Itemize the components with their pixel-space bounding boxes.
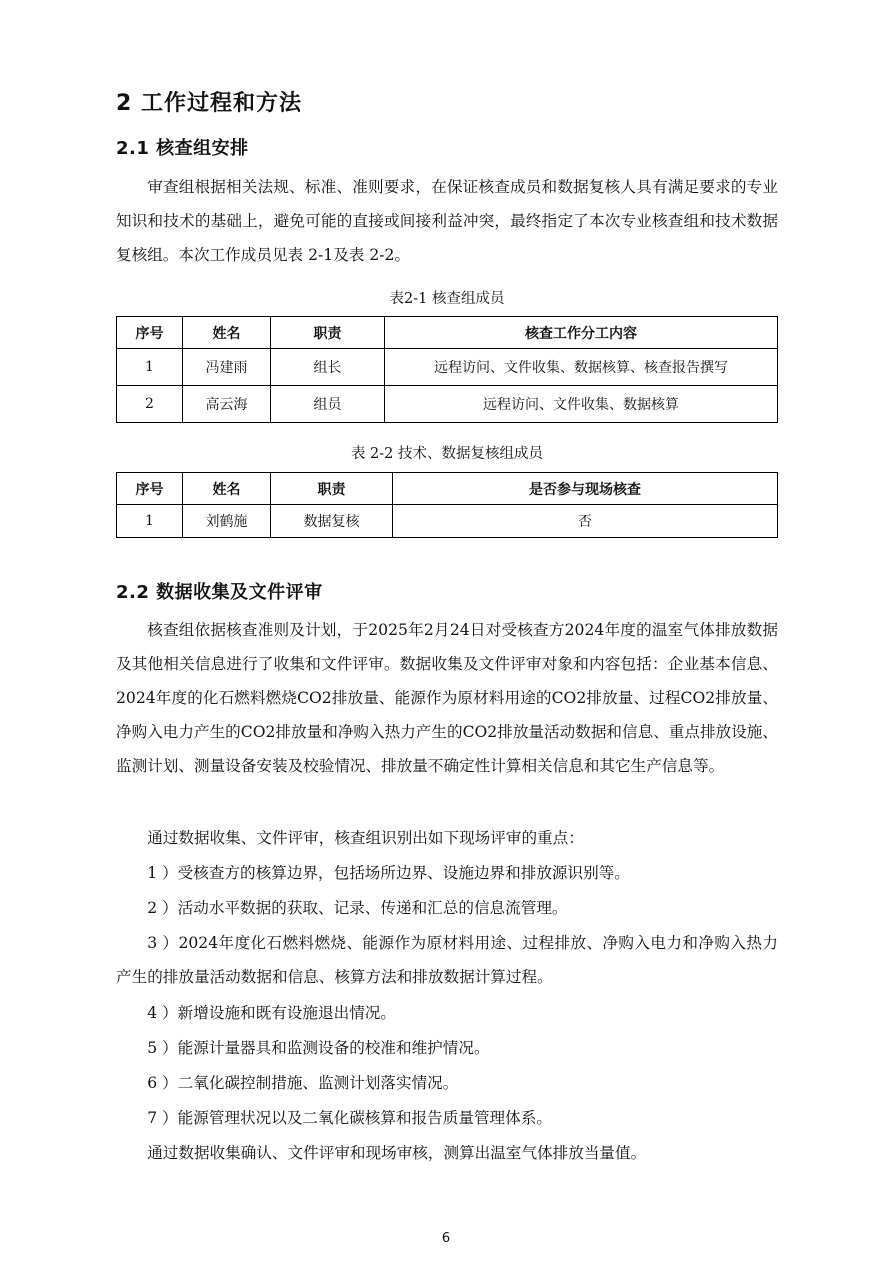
section-2-2-intro: 通过数据收集、文件评审，核查组识别出如下现场评审的重点： <box>147 829 584 847</box>
table-header-row <box>117 317 778 349</box>
table-row <box>117 386 778 423</box>
cell-index: 1 <box>117 349 183 386</box>
section-2-1-heading: 2.1 核查组安排 <box>116 138 249 159</box>
list-item: 6 ）二氧化碳控制措施、监测计划落实情况。 <box>147 1074 459 1092</box>
cell-index: 1 <box>117 505 183 538</box>
header-index: 序号 <box>117 473 183 505</box>
header-onsite: 是否参与现场核查 <box>393 473 778 505</box>
table-row <box>117 349 778 386</box>
chapter-heading: 2 工作过程和方法 <box>116 91 302 116</box>
table-header-row <box>117 473 778 505</box>
list-item: 7 ）能源管理状况以及二氧化碳核算和报告质量管理体系。 <box>147 1109 552 1127</box>
header-role: 职责 <box>271 317 385 349</box>
header-index: 序号 <box>117 317 183 349</box>
section-2-2-paragraph: 核查组依据核查准则及计划，于2025年2月24日对受核查方2024年度的温室气体排放数据及其他相关信息进行了收集和文件评审。数据收集及文件评审对象和内容包括：企业基本信息、2024年度的化石燃料燃烧CO2排放量、能源作为原材料用途的CO2排放量、过程CO2排放量、净购入电力产生的CO2排放量和净购入热力产生的CO2排放量活动数据和信息、重点排放设施、监测计划、测量设备安装及校验情况、排放量不确定性计算相关信息和其它生产信息等。 <box>116 621 778 775</box>
header-name: 姓名 <box>183 317 271 349</box>
cell-role: 组长 <box>271 349 385 386</box>
list-item: 4 ）新增设施和既有设施退出情况。 <box>147 1004 396 1022</box>
page-number: 6 <box>441 1231 451 1246</box>
list-item: 5 ）能源计量器具和监测设备的校准和维护情况。 <box>147 1039 490 1057</box>
cell-name: 刘鹤施 <box>183 505 271 538</box>
section-2-2-heading: 2.2 数据收集及文件评审 <box>116 582 323 603</box>
cell-name: 高云海 <box>183 386 271 423</box>
list-item: 1 ）受核查方的核算边界，包括场所边界、设施边界和排放源识别等。 <box>147 864 630 882</box>
cell-index: 2 <box>117 386 183 423</box>
cell-duty: 远程访问、文件收集、数据核算、核查报告撰写 <box>385 349 778 386</box>
header-duty: 核查工作分工内容 <box>385 317 778 349</box>
cell-role: 组员 <box>271 386 385 423</box>
section-2-1-paragraph: 审查组根据相关法规、标准、准则要求，在保证核查成员和数据复核人具有满足要求的专业知识和技术的基础上，避免可能的直接或间接利益冲突，最终指定了本次专业核查组和技术数据复核组。本次工作成员见表 2-1及表 2-2。 <box>116 178 778 264</box>
section-2-2-closing: 通过数据收集确认、文件评审和现场审核，测算出温室气体排放当量值。 <box>147 1144 647 1162</box>
cell-onsite: 否 <box>393 505 778 538</box>
table-2-2-caption: 表 2-2 技术、数据复核组成员 <box>350 446 544 462</box>
list-item: 2 ）活动水平数据的获取、记录、传递和汇总的信息流管理。 <box>147 899 568 917</box>
header-role: 职责 <box>271 473 393 505</box>
table-2-2 <box>116 472 778 538</box>
list-item: 3 ）2024年度化石燃料燃烧、能源作为原材料用途、过程排放、净购入电力和净购入热力产生的排放量活动数据和信息、核算方法和排放数据计算过程。 <box>116 934 778 986</box>
cell-name: 冯建雨 <box>183 349 271 386</box>
table-2-1 <box>116 316 778 423</box>
table-row <box>117 505 778 538</box>
cell-duty: 远程访问、文件收集、数据核算 <box>385 386 778 423</box>
table-2-1-caption: 表2-1 核查组成员 <box>389 291 505 307</box>
header-name: 姓名 <box>183 473 271 505</box>
cell-role: 数据复核 <box>271 505 393 538</box>
